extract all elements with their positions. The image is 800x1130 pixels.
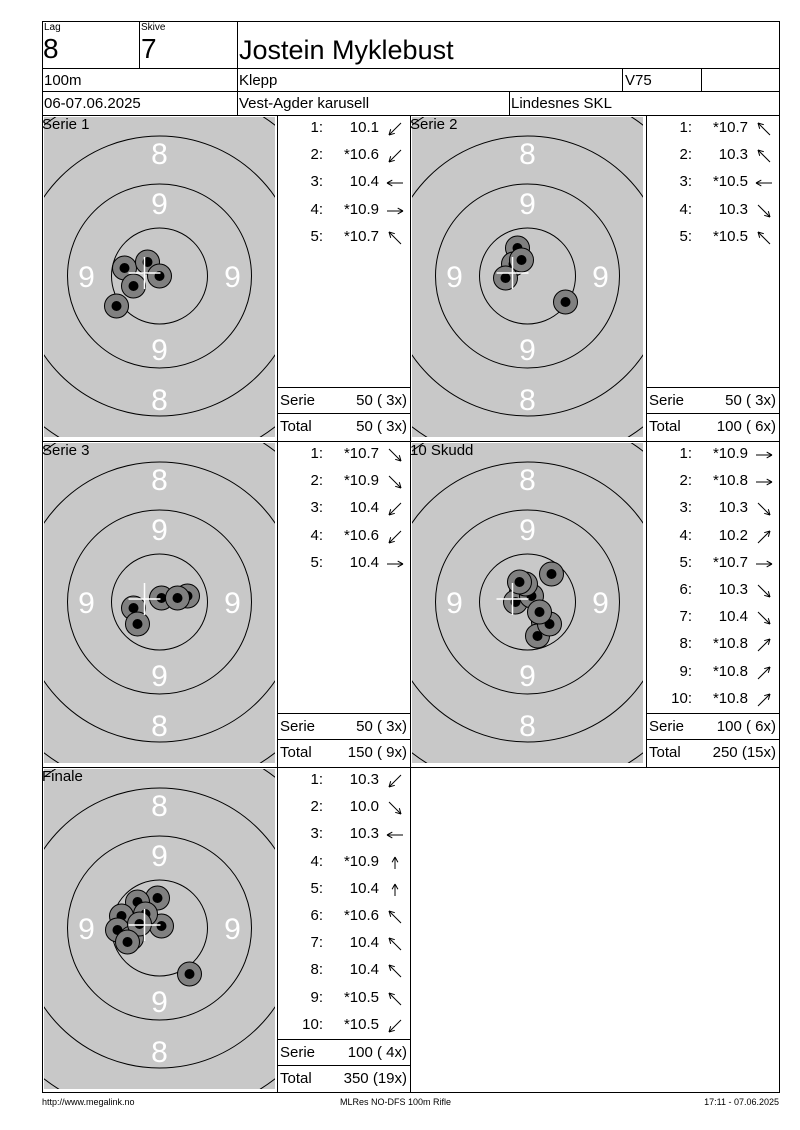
shot-number: 2: (310, 472, 323, 490)
shot-number: 6: (310, 907, 323, 924)
shot-number: 4: (679, 200, 692, 218)
shot-list (279, 443, 409, 713)
shot-direction-icon (385, 557, 405, 571)
total-row (278, 1070, 409, 1088)
target-svg (44, 443, 275, 763)
total-label: Total (280, 1070, 312, 1087)
total-value: 250 (15x) (712, 744, 776, 761)
shot-hole-center (501, 273, 511, 283)
total-label: Total (649, 744, 681, 761)
total-value: 50 ( 3x) (356, 418, 407, 435)
shot-value: *10.9 (343, 472, 379, 490)
shot-number: 4: (310, 526, 323, 544)
serie-value: 50 ( 3x) (725, 392, 776, 409)
ring-number: 9 (519, 514, 536, 547)
panel-title: 10 Skudd (410, 442, 474, 459)
shot-number: 5: (679, 227, 692, 245)
target-panel (412, 117, 643, 437)
shot-number: 7: (679, 608, 692, 626)
target-panel (44, 769, 275, 1089)
shot-number: 3: (310, 825, 323, 843)
ring-number: 9 (446, 261, 463, 294)
shot-value: 10.4 (349, 499, 379, 517)
total-row (647, 744, 778, 762)
shot-hole-center (517, 255, 527, 265)
ring-number: 9 (224, 913, 241, 946)
shot-direction-icon (385, 856, 405, 870)
shot-value: *10.5 (343, 1015, 379, 1033)
shot-number: 3: (310, 173, 323, 191)
shot-direction-icon (385, 122, 405, 136)
shot-direction-icon (385, 964, 405, 978)
shot-hole-center (157, 921, 167, 931)
target-svg (412, 117, 643, 437)
shot-number: 9: (679, 662, 692, 680)
shot-number: 8: (679, 635, 692, 653)
ring-number: 9 (78, 261, 95, 294)
shot-direction-icon (385, 149, 405, 163)
skive-label: Skive (141, 22, 166, 33)
shot-value: *10.5 (343, 988, 379, 1006)
lag-label: Lag (44, 22, 61, 33)
serie-row (278, 1044, 409, 1062)
shot-value: 10.0 (349, 798, 379, 816)
shot-hole-center (123, 937, 133, 947)
shot-hole-center (135, 919, 145, 929)
shot-number: 6: (679, 581, 692, 598)
shot-value: *10.8 (712, 662, 748, 680)
serie-label: Serie (280, 718, 316, 735)
ring-number: 9 (224, 261, 241, 294)
shot-value: 10.4 (349, 553, 379, 571)
shot-value: *10.6 (343, 907, 379, 924)
shot-value: *10.9 (712, 445, 748, 462)
shot-list (648, 117, 778, 387)
shot-number: 5: (679, 553, 692, 571)
shot-number: 8: (310, 961, 323, 979)
shot-number: 2: (310, 798, 323, 816)
shot-value: 10.4 (718, 608, 748, 626)
target-panel (412, 443, 643, 763)
shot-value: 10.3 (718, 581, 748, 598)
shot-direction-icon (385, 910, 405, 924)
total-label: Total (649, 418, 681, 435)
shot-direction-icon (385, 1019, 405, 1033)
serie-value: 50 ( 3x) (356, 718, 407, 735)
shot-value: 10.4 (349, 934, 379, 952)
competition: Vest-Agder karusell (239, 95, 370, 112)
shot-direction-icon (754, 666, 774, 680)
ring-number: 8 (151, 384, 168, 417)
lag-value: 8 (43, 33, 59, 64)
shot-number: 4: (310, 852, 323, 870)
ring-number: 9 (151, 334, 168, 367)
ring-number: 9 (151, 188, 168, 221)
shot-number: 2: (310, 146, 323, 164)
ring-number: 8 (151, 1036, 168, 1069)
shot-hole-center (173, 593, 183, 603)
shot-direction-icon (385, 937, 405, 951)
shot-number: 5: (310, 553, 323, 571)
target-panel (44, 443, 275, 763)
shot-value: *10.7 (712, 553, 748, 571)
total-row (278, 418, 409, 436)
serie-value: 50 ( 3x) (356, 392, 407, 409)
shot-number: 4: (679, 526, 692, 544)
shot-value: 10.1 (349, 119, 379, 136)
distance: 100m (44, 72, 82, 89)
ring-number: 9 (519, 188, 536, 221)
shot-hole-center (547, 569, 557, 579)
shot-number: 1: (310, 445, 323, 462)
serie-value: 100 ( 6x) (716, 718, 776, 735)
panel-title: Finale (42, 768, 83, 785)
serie-row (278, 718, 409, 736)
shot-hole-center (561, 297, 571, 307)
total-row (647, 418, 778, 436)
shot-direction-icon (385, 475, 405, 489)
shot-list (279, 117, 409, 387)
ring-number: 9 (224, 587, 241, 620)
shot-value: 10.3 (349, 825, 379, 843)
shot-value: *10.8 (712, 472, 748, 490)
shot-value: 10.4 (349, 173, 379, 191)
shot-direction-icon (385, 828, 405, 842)
total-value: 150 ( 9x) (347, 744, 407, 761)
serie-row (647, 718, 778, 736)
footer-software: MLRes NO-DFS 100m Rifle (340, 1097, 452, 1107)
shot-number: 3: (679, 173, 692, 191)
shot-value: *10.8 (712, 689, 748, 707)
total-value: 100 ( 6x) (716, 418, 776, 435)
shot-value: *10.8 (712, 635, 748, 653)
serie-label: Serie (280, 392, 316, 409)
ring-number: 9 (151, 840, 168, 873)
shot-direction-icon (754, 475, 774, 489)
shot-value: *10.7 (712, 119, 748, 136)
shot-number: 1: (310, 119, 323, 136)
class: V75 (625, 72, 652, 89)
panel-title: Serie 1 (42, 116, 90, 133)
shot-direction-icon (754, 557, 774, 571)
date: 06-07.06.2025 (44, 95, 141, 112)
club: Klepp (239, 72, 278, 89)
shot-number: 1: (679, 445, 692, 462)
target-svg (412, 443, 643, 763)
ring-number: 8 (519, 138, 536, 171)
footer-timestamp: 17:11 - 07.06.2025 (704, 1097, 779, 1107)
shot-number: 1: (310, 771, 323, 788)
shot-value: 10.4 (349, 879, 379, 897)
shot-number: 10: (671, 689, 692, 707)
shot-number: 7: (310, 934, 323, 952)
shot-value: *10.6 (343, 146, 379, 164)
ring-number: 9 (151, 986, 168, 1019)
ring-number: 8 (151, 138, 168, 171)
shot-hole-center (185, 969, 195, 979)
shot-value: 10.3 (718, 146, 748, 164)
skive-value: 7 (141, 33, 157, 64)
ring-number: 8 (519, 384, 536, 417)
footer-url[interactable]: http://www.megalink.no (42, 1097, 135, 1107)
ring-number: 8 (519, 464, 536, 497)
shot-number: 3: (310, 499, 323, 517)
total-row (278, 744, 409, 762)
panel-title: Serie 2 (410, 116, 458, 133)
ring-number: 9 (151, 514, 168, 547)
serie-row (647, 392, 778, 410)
shot-direction-icon (754, 231, 774, 245)
shot-value: *10.9 (343, 200, 379, 218)
shot-direction-icon (754, 149, 774, 163)
ring-number: 9 (592, 261, 609, 294)
shot-value: *10.6 (343, 526, 379, 544)
shot-list (279, 769, 409, 1039)
total-value: 350 (19x) (343, 1070, 407, 1087)
shot-value: 10.3 (718, 200, 748, 218)
target-svg (44, 117, 275, 437)
shot-hole-center (133, 619, 143, 629)
shot-list (648, 443, 778, 713)
shot-hole-center (515, 577, 525, 587)
shot-hole-center (129, 603, 139, 613)
shot-number: 10: (302, 1015, 323, 1033)
target-panel (44, 117, 275, 437)
shot-hole-center (112, 301, 122, 311)
shot-direction-icon (385, 176, 405, 190)
ring-number: 8 (151, 790, 168, 823)
shot-direction-icon (754, 204, 774, 218)
shot-value: 10.3 (718, 499, 748, 517)
shot-direction-icon (754, 693, 774, 707)
ring-number: 8 (519, 710, 536, 743)
ring-number: 9 (151, 660, 168, 693)
shot-number: 9: (310, 988, 323, 1006)
shot-value: *10.5 (712, 173, 748, 191)
total-label: Total (280, 418, 312, 435)
total-label: Total (280, 744, 312, 761)
shot-direction-icon (754, 584, 774, 598)
shot-direction-icon (385, 774, 405, 788)
shot-number: 2: (679, 146, 692, 164)
shot-direction-icon (754, 122, 774, 136)
serie-value: 100 ( 4x) (347, 1044, 407, 1061)
shot-direction-icon (754, 611, 774, 625)
serie-row (278, 392, 409, 410)
shot-direction-icon (385, 801, 405, 815)
shot-number: 5: (310, 227, 323, 245)
shot-hole-center (153, 893, 163, 903)
shot-value: 10.2 (718, 526, 748, 544)
shot-hole-center (120, 263, 130, 273)
shot-number: 1: (679, 119, 692, 136)
serie-label: Serie (649, 718, 685, 735)
shot-direction-icon (754, 176, 774, 190)
ring-number: 9 (78, 587, 95, 620)
ring-number: 9 (592, 587, 609, 620)
shot-value: *10.7 (343, 445, 379, 462)
ring-number: 8 (151, 464, 168, 497)
serie-label: Serie (649, 392, 685, 409)
ring-number: 9 (519, 334, 536, 367)
shot-value: *10.7 (343, 227, 379, 245)
shot-direction-icon (754, 448, 774, 462)
shot-direction-icon (385, 448, 405, 462)
shot-hole-center (129, 281, 139, 291)
ring-number: 9 (446, 587, 463, 620)
shooter-name: Jostein Myklebust (239, 35, 454, 65)
shot-number: 5: (310, 879, 323, 897)
panel-title: Serie 3 (42, 442, 90, 459)
shot-direction-icon (385, 530, 405, 544)
shot-direction-icon (385, 502, 405, 516)
shot-number: 4: (310, 200, 323, 218)
shot-value: *10.9 (343, 852, 379, 870)
shot-direction-icon (754, 502, 774, 516)
ring-number: 9 (519, 660, 536, 693)
shot-direction-icon (385, 992, 405, 1006)
shot-number: 2: (679, 472, 692, 490)
ring-number: 8 (151, 710, 168, 743)
shot-value: *10.5 (712, 227, 748, 245)
shot-direction-icon (385, 204, 405, 218)
shot-value: 10.3 (349, 771, 379, 788)
shot-number: 3: (679, 499, 692, 517)
shot-value: 10.4 (349, 961, 379, 979)
shot-direction-icon (754, 530, 774, 544)
shot-direction-icon (754, 638, 774, 652)
ring-number: 9 (78, 913, 95, 946)
shot-direction-icon (385, 883, 405, 897)
serie-label: Serie (280, 1044, 316, 1061)
target-svg (44, 769, 275, 1089)
host: Lindesnes SKL (511, 95, 612, 112)
shot-hole-center (535, 607, 545, 617)
shot-direction-icon (385, 231, 405, 245)
